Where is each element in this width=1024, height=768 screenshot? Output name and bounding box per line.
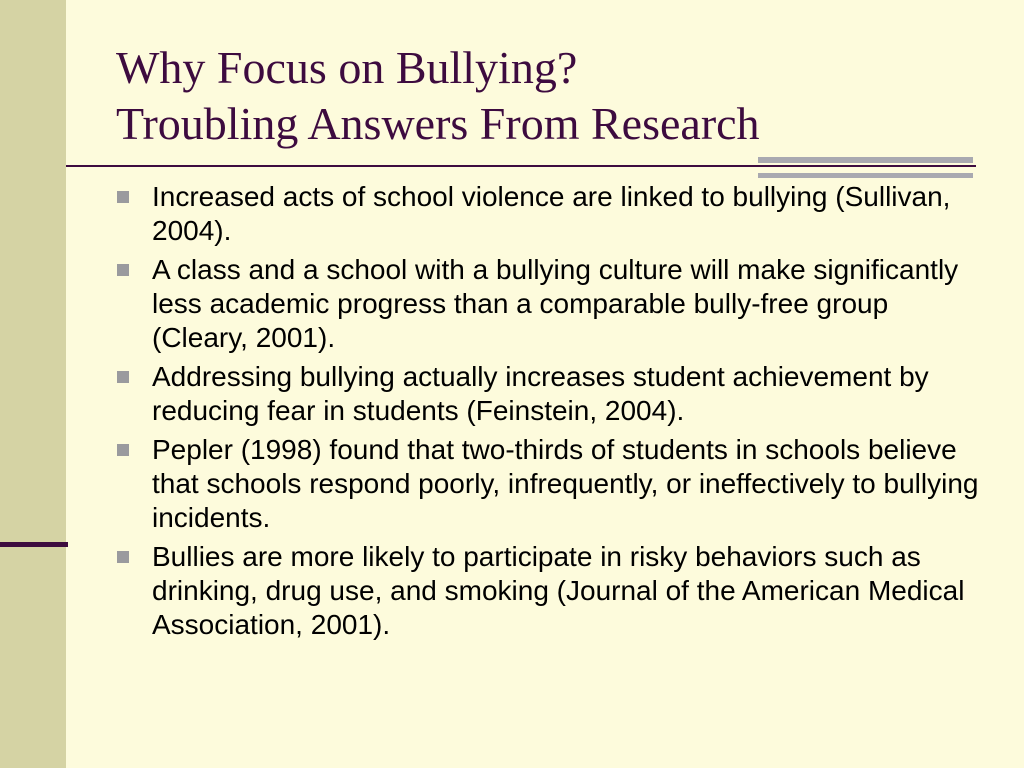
- bullet-item: [112, 253, 982, 355]
- left-accent-line: [0, 542, 68, 547]
- bullet-text: Increased acts of school violence are linked to bullying (Sullivan, 2004).: [152, 181, 951, 246]
- slide-title-line-2: Troubling Answers From Research: [116, 98, 760, 149]
- bullet-item: [112, 180, 982, 248]
- bullet-list: [112, 180, 982, 647]
- slide-title: [116, 40, 996, 152]
- bullet-text: Addressing bullying actually increases student achievement by reducing fear in students (Feinstein, 2004).: [152, 361, 929, 426]
- left-decorative-band: [0, 0, 66, 768]
- bullet-item: [112, 360, 982, 428]
- square-bullet-icon: [117, 371, 129, 383]
- bullet-text: Bullies are more likely to participate in risky behaviors such as drinking, drug use, and smoking (Journal of the American Medical Association, 2001).: [152, 541, 965, 640]
- square-bullet-icon: [117, 191, 129, 203]
- decorative-gray-bar-top: [758, 157, 973, 163]
- square-bullet-icon: [117, 444, 129, 456]
- bullet-item: [112, 433, 982, 535]
- bullet-text: Pepler (1998) found that two-thirds of students in schools believe that schools respond poorly, infrequently, or ineffectively to bullying incidents.: [152, 434, 979, 533]
- title-underline: [66, 165, 976, 167]
- decorative-gray-bar-bottom: [758, 173, 973, 178]
- bullet-text: A class and a school with a bullying culture will make significantly less academic progress than a comparable bully-free group (Cleary, 2001).: [152, 254, 959, 353]
- slide-title-line-1: Why Focus on Bullying?: [116, 42, 578, 93]
- square-bullet-icon: [117, 264, 129, 276]
- square-bullet-icon: [117, 551, 129, 563]
- bullet-item: [112, 540, 982, 642]
